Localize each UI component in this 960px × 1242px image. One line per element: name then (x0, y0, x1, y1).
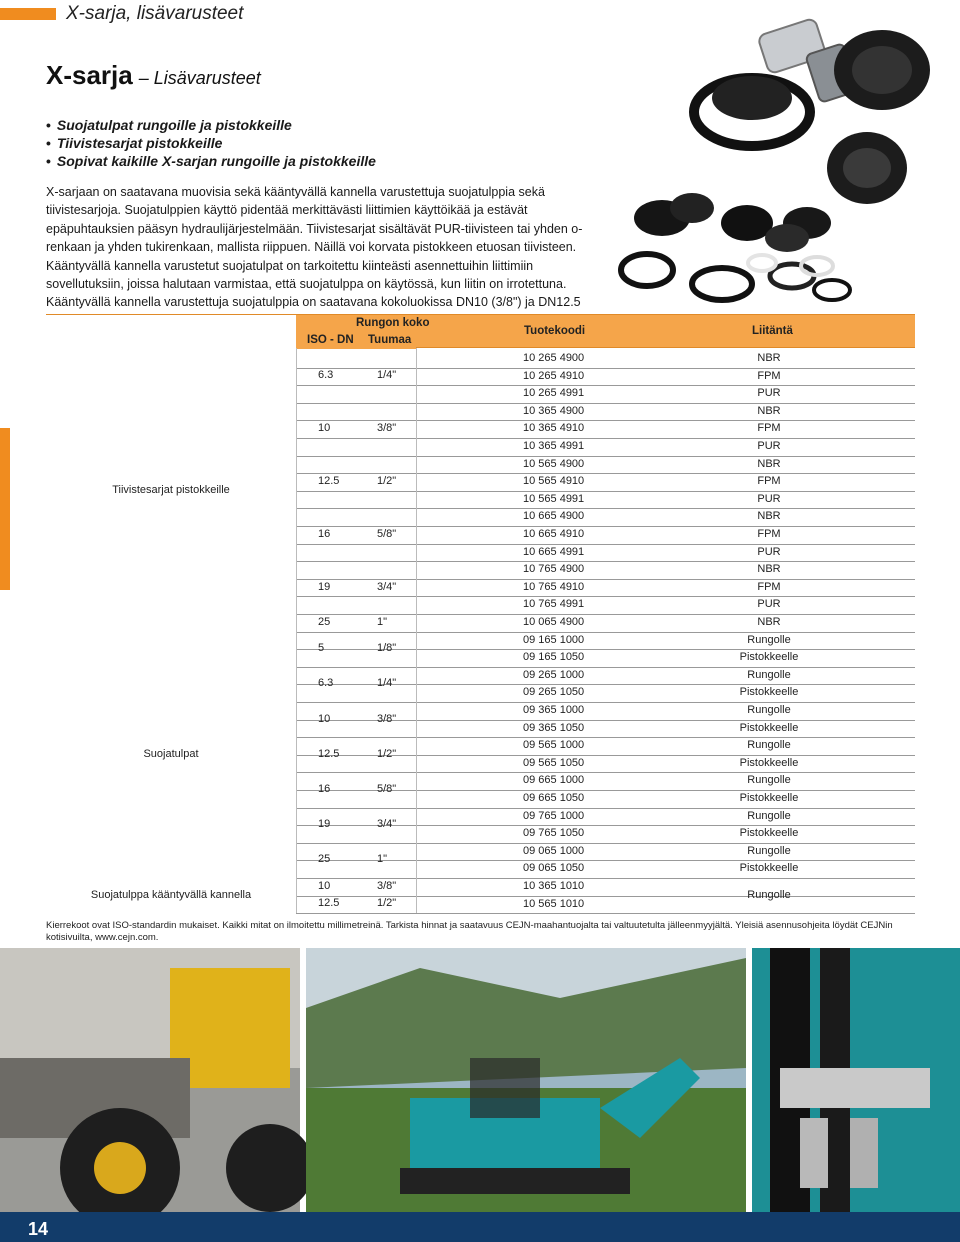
connection-cell: Pistokkeelle (739, 862, 799, 875)
connection-cell: Pistokkeelle (739, 651, 799, 664)
footer-bar (0, 1212, 960, 1242)
application-photos (0, 948, 960, 1212)
product-code-cell: 09 765 1050 (523, 827, 585, 840)
inch-size-cell: 1/2" (377, 475, 397, 487)
product-code-cell: 10 765 4900 (523, 563, 585, 576)
column-divider (296, 348, 297, 913)
connection-cell: FPM (757, 369, 781, 382)
row-divider (296, 737, 915, 738)
product-code-cell: 10 565 4900 (523, 457, 585, 470)
inch-size-cell: 1/8" (377, 642, 397, 655)
connection-cell: Rungolle (747, 774, 791, 787)
row-divider (296, 808, 915, 809)
inch-size-cell: 5/8" (377, 783, 397, 795)
iso-size-cell: 16 (318, 527, 331, 540)
connection-cell-swivel: Rungolle (747, 888, 791, 901)
product-code-cell: 09 365 1000 (523, 704, 585, 716)
product-code-cell: 10 365 4910 (523, 422, 585, 435)
iso-size-cell: 12.5 (318, 897, 340, 910)
inch-size-cell: 1" (377, 853, 388, 866)
iso-size-cell: 16 (318, 783, 331, 795)
product-code-cell: 10 365 4991 (523, 440, 585, 452)
category-label: Tiivistesarjat pistokkeille (112, 483, 230, 496)
row-divider (296, 385, 915, 386)
bullet-item: • Sopivat kaikille X-sarjan rungoille ja pistokkeille (46, 152, 376, 170)
connection-cell: Rungolle (747, 739, 791, 752)
row-divider (296, 614, 915, 615)
row-divider (296, 702, 915, 703)
page-title (46, 60, 261, 91)
connection-cell: Rungolle (747, 633, 791, 646)
row-divider (296, 667, 915, 668)
specification-table (46, 314, 915, 914)
product-code-cell: 10 265 4910 (523, 369, 585, 382)
row-divider (296, 491, 915, 492)
inch-size-cell: 3/8" (377, 879, 397, 892)
row-divider (296, 913, 915, 914)
product-code-cell: 10 565 4991 (523, 492, 585, 505)
product-code-cell: 10 565 1010 (523, 897, 585, 910)
row-divider (296, 403, 915, 404)
product-photo (612, 8, 952, 310)
connection-cell: FPM (757, 422, 781, 435)
connection-cell: FPM (757, 528, 781, 540)
connection-cell: Pistokkeelle (739, 686, 799, 699)
table-header (46, 314, 915, 348)
connection-cell: NBR (757, 404, 781, 417)
inch-size-cell: 1/2" (377, 897, 397, 910)
iso-size-cell: 19 (318, 818, 331, 831)
connection-cell: Pistokkeelle (739, 721, 799, 734)
product-code-cell: 10 565 4910 (523, 475, 585, 488)
connection-cell: NBR (757, 563, 781, 576)
iso-size-cell: 12.5 (318, 747, 340, 760)
iso-size-cell: 19 (318, 580, 331, 593)
inch-size-cell: 1/2" (377, 747, 397, 760)
connection-cell: PUR (757, 598, 781, 611)
row-divider (296, 632, 915, 633)
category-label: Suojatulpat (143, 747, 199, 760)
product-code-cell: 09 165 1000 (523, 633, 585, 646)
connection-cell: PUR (757, 387, 781, 400)
coupling-closeup-photo (752, 948, 960, 1212)
page-title-sub: – Lisävarusteet (138, 68, 261, 88)
page-number: 14 (28, 1219, 49, 1239)
header-iso: ISO - DN (307, 334, 354, 346)
row-divider (296, 772, 915, 773)
inch-size-cell: 1/4" (377, 677, 397, 690)
product-code-cell: 09 165 1050 (523, 651, 585, 664)
inch-size-cell: 1" (377, 615, 388, 628)
running-header-title: X-sarja, lisävarusteet (66, 3, 244, 24)
excavator-photo (306, 948, 746, 1212)
row-divider (296, 456, 915, 457)
connection-cell: Rungolle (747, 844, 791, 857)
inch-size-cell: 3/4" (377, 818, 397, 831)
product-code-cell: 10 265 4991 (523, 387, 585, 400)
iso-size-cell: 10 (318, 422, 331, 435)
feature-bullets (46, 116, 376, 170)
product-code-cell: 09 665 1050 (523, 792, 585, 804)
section-side-tab (0, 428, 10, 590)
iso-size-cell: 5 (318, 642, 325, 655)
product-code-cell: 10 265 4900 (523, 352, 585, 364)
iso-size-cell: 10 (318, 712, 331, 725)
product-code-cell: 09 565 1050 (523, 756, 585, 769)
row-divider (296, 544, 915, 545)
inch-size-cell: 3/8" (377, 422, 397, 435)
header-accent-bar (0, 8, 56, 20)
connection-cell: NBR (757, 510, 781, 523)
inch-size-cell: 3/8" (377, 712, 397, 725)
product-code-cell: 10 665 4991 (523, 545, 585, 558)
product-code-cell: 09 665 1000 (523, 774, 585, 787)
iso-size-cell: 25 (318, 853, 331, 866)
row-divider (296, 508, 915, 509)
product-code-cell: 09 065 1050 (523, 862, 585, 875)
row-divider (296, 843, 915, 844)
connection-cell: FPM (757, 475, 781, 488)
product-code-cell: 10 065 4900 (523, 616, 585, 628)
row-divider (296, 596, 915, 597)
product-code-cell: 09 065 1000 (523, 844, 585, 857)
iso-size-cell: 10 (318, 879, 331, 892)
connection-cell: Pistokkeelle (739, 827, 799, 840)
product-code-cell: 09 265 1050 (523, 686, 585, 699)
wheel-loader-photo (0, 948, 314, 1212)
connection-cell: Rungolle (747, 668, 791, 681)
inch-size-cell: 1/4" (377, 369, 397, 382)
product-code-cell: 10 665 4910 (523, 528, 585, 540)
product-code-cell: 09 765 1000 (523, 809, 585, 822)
footnote: Kierrekoot ovat ISO-standardin mukaiset. Kaikki mitat on ilmoitettu millimetreinä. Tarkista hinnat ja saatavuus CEJN-maahantuojalta tai valtuutetulta jälleenmyyjältä. Yleisiä asennusohjeita löydät CEJNin kotisivuilta, www.cejn.com. (46, 920, 893, 943)
connection-cell: NBR (757, 616, 781, 628)
iso-size-cell: 6.3 (318, 677, 334, 690)
column-divider (416, 348, 417, 913)
header-code: Tuotekoodi (524, 325, 586, 337)
product-code-cell: 09 565 1000 (523, 739, 585, 752)
inch-size-cell: 5/8" (377, 527, 397, 540)
row-divider (296, 561, 915, 562)
product-code-cell: 10 365 4900 (523, 404, 585, 417)
category-label: Suojatulppa kääntyvällä kannella (90, 888, 252, 901)
intro-paragraph: X-sarjaan on saatavana muovisia sekä kääntyvällä kannella varustettuja suojatulppia sekä tiivistesarjoja. Suojatulppien käyttö pidentää merkittävästi liittimien käyttöikää ja estävät epäpuhtauksien pääsyn hydraulijärjestelmään. Tiivistesarjat sisältävät PUR-tiivisteen tai yhden o-renkaan ja yhden tukirenkaan, mallista riippuen. Näillä voi korvata pistokkeen etuosan tiivisteen. Kääntyvällä kannella varustetut suojatulpat on tarkoitettu kiinteästi asennettuihin liittimiin sovellutuksiin, joissa halutaan varmistaa, että suojatulppa on käytössä, kun liitin on irrotettuna. Kääntyvällä kannella varustettuja suojatulppia on saatavana kokoluokissa DN10 (3/8") ja DN12.5 (46, 185, 583, 310)
header-size-group: Rungon koko (356, 317, 430, 329)
inch-size-cell: 3/4" (377, 580, 397, 593)
product-code-cell: 10 765 4991 (523, 598, 585, 611)
bullet-item: • Tiivistesarjat pistokkeille (46, 134, 376, 152)
connection-cell: FPM (757, 580, 781, 593)
iso-size-cell: 12.5 (318, 475, 340, 487)
header-connection: Liitäntä (752, 325, 793, 337)
product-code-cell: 09 265 1000 (523, 668, 585, 681)
connection-cell: Pistokkeelle (739, 756, 799, 769)
bullet-item: • Suojatulpat rungoille ja pistokkeille (46, 116, 376, 134)
connection-cell: Pistokkeelle (739, 792, 799, 804)
product-code-cell: 10 665 4900 (523, 510, 585, 523)
iso-size-cell: 6.3 (318, 369, 334, 382)
connection-cell: NBR (757, 457, 781, 470)
connection-cell: Rungolle (747, 704, 791, 716)
product-code-cell: 10 765 4910 (523, 580, 585, 593)
connection-cell: NBR (757, 352, 781, 364)
connection-cell: PUR (757, 545, 781, 558)
row-divider (296, 860, 915, 861)
header-inch: Tuumaa (368, 334, 412, 346)
connection-cell: PUR (757, 492, 781, 505)
product-code-cell: 10 365 1010 (523, 880, 585, 892)
row-divider (296, 438, 915, 439)
connection-cell: PUR (757, 440, 781, 452)
product-code-cell: 09 365 1050 (523, 721, 585, 734)
connection-cell: Rungolle (747, 809, 791, 822)
iso-size-cell: 25 (318, 615, 331, 628)
page-title-main: X-sarja (46, 60, 133, 90)
